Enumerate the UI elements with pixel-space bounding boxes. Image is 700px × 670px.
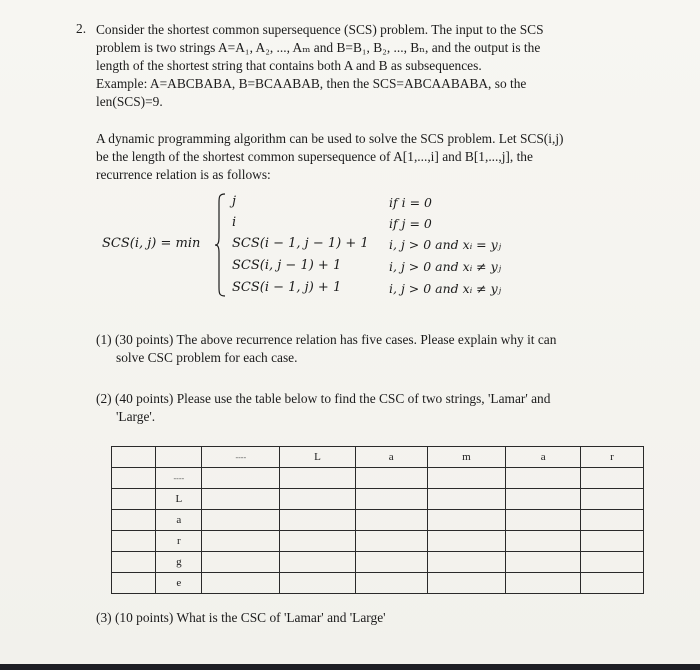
table-cell bbox=[112, 552, 156, 573]
table-row-header: g bbox=[156, 552, 202, 573]
table-cell bbox=[202, 552, 280, 573]
table-cell bbox=[112, 510, 156, 531]
intro-line-4: Example: A=ABCBABA, B=BCAABAB, then the SCS=ABCAABABA, so the bbox=[96, 76, 527, 91]
table-cell bbox=[202, 489, 280, 510]
table-cell bbox=[506, 510, 581, 531]
table-cell bbox=[581, 552, 644, 573]
table-cell bbox=[355, 510, 427, 531]
recurrence-lhs: SCS(i, j) = min bbox=[102, 236, 201, 251]
table-cell bbox=[280, 510, 356, 531]
table-col-header: r bbox=[581, 447, 644, 468]
table-row bbox=[112, 531, 644, 552]
case-5-cond: i, j > 0 and xᵢ ≠ yⱼ bbox=[389, 281, 501, 296]
table-cell bbox=[112, 468, 156, 489]
table-cell bbox=[355, 573, 427, 594]
table-cell bbox=[427, 468, 506, 489]
part3-line: (3) (10 points) What is the CSC of 'Lamar' and 'Large' bbox=[96, 610, 386, 625]
table-cell bbox=[202, 573, 280, 594]
table-col-empty-header: ---- bbox=[202, 447, 280, 468]
table-cell bbox=[581, 468, 644, 489]
table-row bbox=[112, 489, 644, 510]
case-1-expr: j bbox=[232, 194, 237, 209]
intro-line-3: length of the shortest string that contains both A and B as subsequences. bbox=[96, 58, 482, 73]
table-cell bbox=[112, 531, 156, 552]
table-cell bbox=[355, 468, 427, 489]
table-cell bbox=[280, 531, 356, 552]
table-cell bbox=[202, 468, 280, 489]
table-cell bbox=[427, 531, 506, 552]
question-number: 2. bbox=[76, 21, 87, 36]
part1-line-1: (1) (30 points) The above recurrence relation has five cases. Please explain why it can bbox=[96, 332, 557, 347]
part2-line-1: (2) (40 points) Please use the table below to find the CSC of two strings, 'Lamar' and bbox=[96, 391, 551, 406]
table-cell bbox=[506, 468, 581, 489]
table-cell bbox=[112, 489, 156, 510]
bottom-bar bbox=[0, 664, 700, 670]
table-col-header: a bbox=[506, 447, 581, 468]
table-row-empty-header: ---- bbox=[156, 468, 202, 489]
case-2-cond: if j = 0 bbox=[389, 216, 432, 231]
dp-line-2: be the length of the shortest common supersequence of A[1,...,i] and B[1,...,j], the bbox=[96, 149, 533, 164]
table-cell bbox=[202, 531, 280, 552]
table-col-header: a bbox=[355, 447, 427, 468]
case-1-cond: if i = 0 bbox=[389, 195, 432, 210]
dp-line-3: recurrence relation is as follows: bbox=[96, 167, 271, 182]
case-4-expr: SCS(i, j − 1) + 1 bbox=[232, 258, 342, 273]
table-cell bbox=[355, 531, 427, 552]
table-cell bbox=[506, 573, 581, 594]
intro-line-5: len(SCS)=9. bbox=[96, 94, 163, 109]
table-cell bbox=[355, 489, 427, 510]
table-cell bbox=[280, 573, 356, 594]
table-row-header: r bbox=[156, 531, 202, 552]
table-cell bbox=[506, 531, 581, 552]
table-cell bbox=[112, 573, 156, 594]
table-row bbox=[112, 552, 644, 573]
table-row-header: a bbox=[156, 510, 202, 531]
case-5-expr: SCS(i − 1, j) + 1 bbox=[232, 280, 342, 295]
table-cell bbox=[202, 510, 280, 531]
table-cell bbox=[427, 489, 506, 510]
table-cell bbox=[280, 468, 356, 489]
table-cell bbox=[112, 447, 156, 468]
table-cell bbox=[581, 573, 644, 594]
table-cell bbox=[280, 489, 356, 510]
part1-line-2: solve CSC problem for each case. bbox=[116, 350, 298, 365]
left-brace-icon bbox=[214, 193, 226, 297]
table-cell bbox=[280, 552, 356, 573]
table-cell bbox=[355, 552, 427, 573]
table-cell bbox=[156, 447, 202, 468]
table-cell bbox=[506, 552, 581, 573]
table-cell bbox=[506, 489, 581, 510]
table-row bbox=[112, 468, 644, 489]
table-col-header: L bbox=[280, 447, 356, 468]
table-row-header: L bbox=[156, 489, 202, 510]
case-3-expr: SCS(i − 1, j − 1) + 1 bbox=[232, 236, 369, 251]
case-3-cond: i, j > 0 and xᵢ = yⱼ bbox=[389, 237, 501, 252]
case-2-expr: i bbox=[232, 215, 237, 230]
table-col-header: m bbox=[427, 447, 506, 468]
dp-table bbox=[111, 446, 644, 594]
table-cell bbox=[427, 552, 506, 573]
part2-line-2: 'Large'. bbox=[116, 409, 156, 424]
table-row bbox=[112, 573, 644, 594]
table-header-row bbox=[112, 447, 644, 468]
intro-line-2: problem is two strings A=A₁, A₂, ..., Aₘ and B=B₁, B₂, ..., Bₙ, and the output is the bbox=[96, 40, 541, 55]
table-cell bbox=[427, 510, 506, 531]
dp-line-1: A dynamic programming algorithm can be used to solve the SCS problem. Let SCS(i,j) bbox=[96, 131, 564, 146]
intro-line-1: Consider the shortest common supersequence (SCS) problem. The input to the SCS bbox=[96, 22, 544, 37]
table-cell bbox=[427, 573, 506, 594]
table-cell bbox=[581, 489, 644, 510]
table-cell bbox=[581, 510, 644, 531]
table-row bbox=[112, 510, 644, 531]
case-4-cond: i, j > 0 and xᵢ ≠ yⱼ bbox=[389, 259, 501, 274]
table-row-header: e bbox=[156, 573, 202, 594]
table-cell bbox=[581, 531, 644, 552]
